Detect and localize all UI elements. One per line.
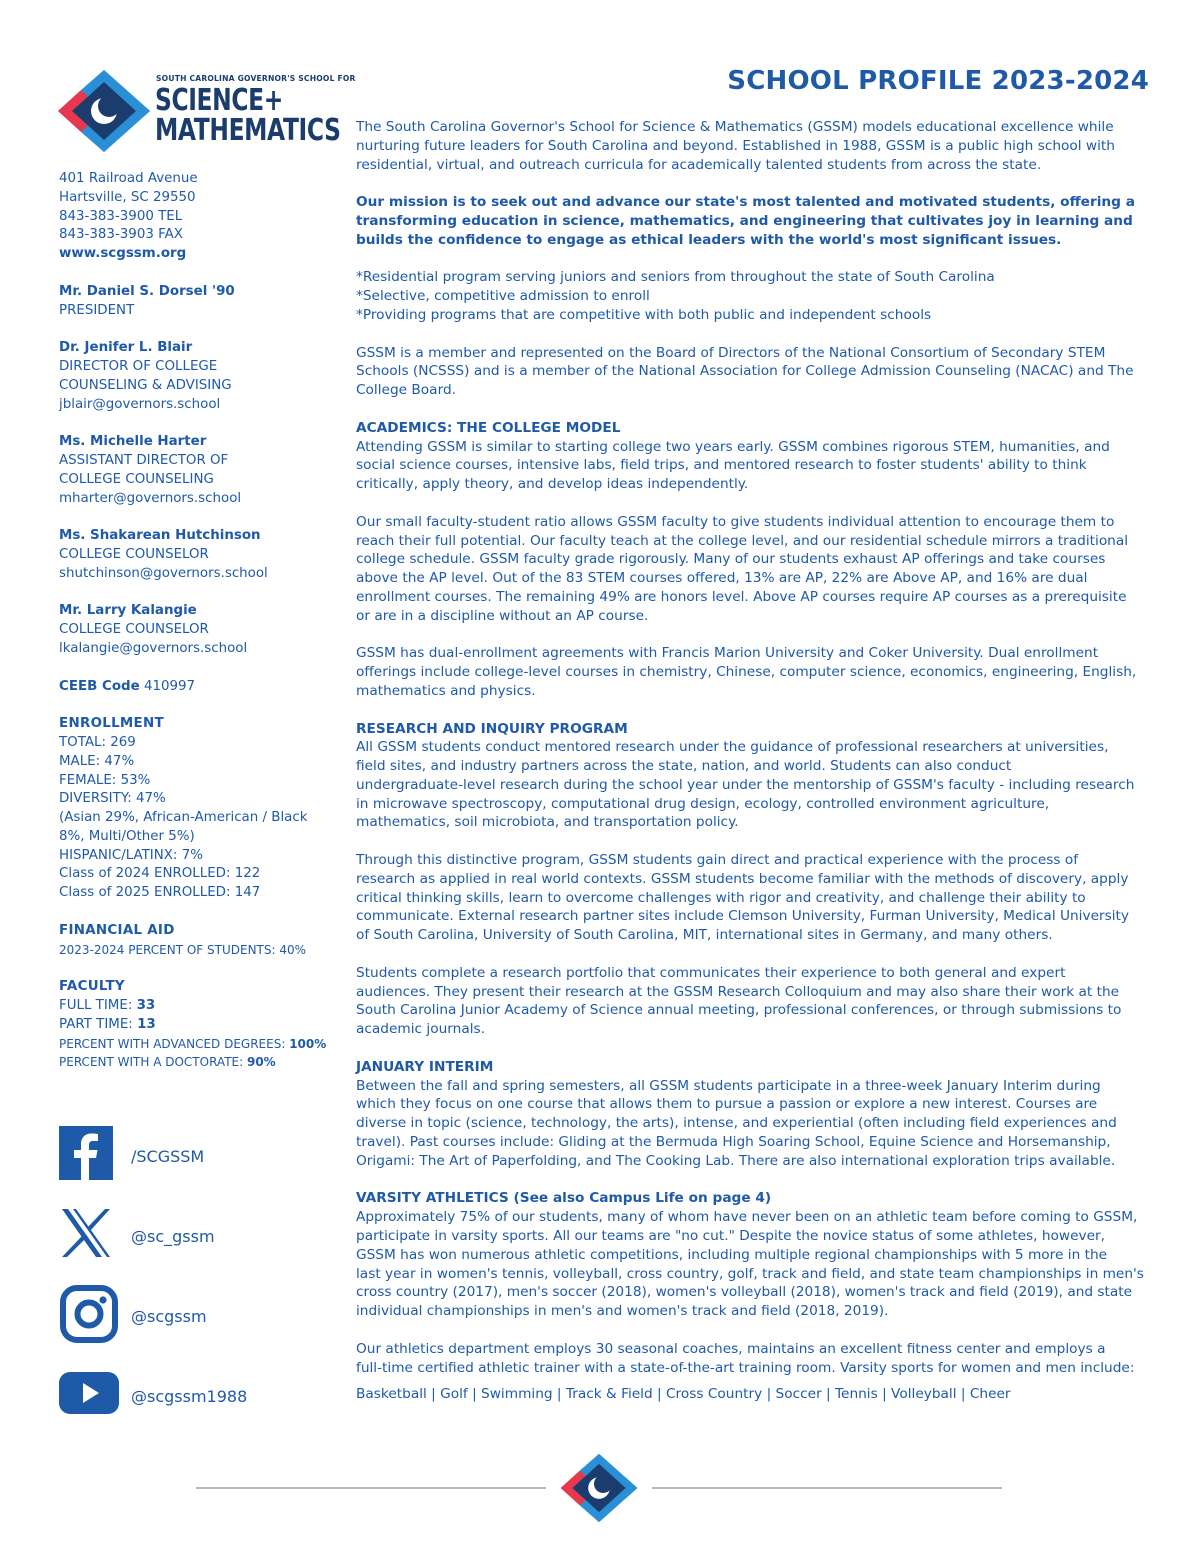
bullet-item: *Selective, competitive admission to enroll [356, 288, 650, 305]
varsity-sports-list: Basketball | Golf | Swimming | Track & Field | Cross Country | Soccer | Tennis | Volleyball | Cheer [356, 1386, 1011, 1403]
text-line: residential, virtual, and outreach curricula for academically talented students from across the state. [356, 156, 1042, 173]
enrollment-line: (Asian 29%, African-American / Black [59, 810, 308, 826]
text-line: Students complete a research portfolio that communicates their experience to both general and expert [356, 964, 1066, 981]
staff-name: Mr. Larry Kalangie [59, 603, 197, 619]
text-line: audiences. They present their research at the GSSM Research Colloquium and may also share their work at the [356, 983, 1120, 1000]
text-line: enrollment courses. The remaining 49% are honors level. Above AP courses require AP courses as a prerequisite [356, 588, 1127, 605]
advanced-value: 100% [289, 1036, 327, 1051]
footer-rule-left [196, 1487, 546, 1489]
text-line: transforming education in science, mathematics, and engineering that cultivates joy in learning and [356, 212, 1133, 229]
text-line: Schools (NCSSS) and is a member of the National Association for College Admission Counseling (NACAC) and The [356, 363, 1134, 380]
academics-paragraph-2 [356, 513, 1152, 626]
academics-heading: ACADEMICS: THE COLLEGE MODEL [356, 419, 621, 436]
social-facebook[interactable] [59, 1122, 319, 1184]
staff-role: DIRECTOR OF COLLEGE [59, 358, 218, 374]
mission-statement [356, 193, 1152, 249]
text-line: of South Carolina, University of South Carolina, MIT, international sites in Germany, and many others. [356, 927, 1053, 944]
financial-aid-line: 2023-2024 PERCENT OF STUDENTS: 40% [59, 942, 307, 957]
text-line: undergraduate-level research during the school year under the mentorship of GSSM's faculty - including research [356, 776, 1135, 793]
enrollment-line: Class of 2025 ENROLLED: 147 [59, 885, 261, 901]
enrollment-line: FEMALE: 53% [59, 772, 151, 788]
faculty-full-time [59, 997, 344, 1016]
text-line: full-time certified athletic trainer with a state-of-the-art training room. Varsity sports for women and men include: [356, 1359, 1135, 1376]
footer-rule-right [652, 1487, 1002, 1489]
full-time-value: 33 [136, 998, 156, 1014]
text-line: participate in varsity sports. All our teams are "no cut." Despite the novice status of some athletes, however, [356, 1228, 1106, 1245]
sidebar [59, 170, 344, 1091]
enrollment-block [59, 715, 344, 903]
academics-section [356, 419, 1152, 494]
part-time-label: PART TIME: [59, 1016, 138, 1032]
staff-kalangie [59, 602, 344, 658]
membership-paragraph [356, 344, 1152, 400]
text-line: College Board. [356, 382, 456, 399]
text-line: travel). Past courses include: Gliding at the Bermuda High Soaring School, Equine Science and Horsemanship, [356, 1134, 1111, 1151]
program-bullets [356, 268, 1152, 324]
faculty-heading: FACULTY [59, 979, 125, 995]
ceeb-code [59, 678, 344, 697]
footer-logo-icon [559, 1450, 639, 1526]
text-line: nurturing future leaders for South Carolina and beyond. Established in 1988, GSSM is a public high school with [356, 137, 1115, 154]
text-line: academic journals. [356, 1021, 486, 1038]
text-line: GSSM has dual-enrollment agreements with Francis Marion University and Coker University. Dual enrollment [356, 645, 1099, 662]
enrollment-line: Class of 2024 ENROLLED: 122 [59, 866, 261, 882]
text-line: The South Carolina Governor's School for Science & Mathematics (GSSM) models educational excellence while [356, 119, 1114, 135]
faculty-part-time [59, 1016, 344, 1035]
page-title: SCHOOL PROFILE 2023-2024 [727, 66, 1149, 96]
enrollment-line: 8%, Multi/Other 5%) [59, 828, 195, 844]
text-line: Through this distinctive program, GSSM students gain direct and practical experience with the process of [356, 852, 1079, 869]
staff-harter [59, 433, 344, 508]
text-line: South Carolina Junior Academy of Science annual meeting, professional conferences, or through submissions to [356, 1002, 1122, 1019]
staff-president [59, 283, 344, 321]
text-line: All GSSM students conduct mentored research under the guidance of professional researchers at universities, [356, 739, 1109, 756]
youtube-handle[interactable]: @scgssm1988 [131, 1387, 248, 1406]
gssm-logo [56, 68, 356, 154]
text-line: college schedule. GSSM faculty grade rigorously. Many of our students exhaust AP offerings and take courses [356, 551, 1106, 568]
text-line: GSSM is a member and represented on the Board of Directors of the National Consortium of Secondary STEM [356, 344, 1106, 361]
staff-hutchinson [59, 527, 344, 583]
text-line: field sites, and industry partners across the state, nation, and world. Students can also conduct [356, 758, 1012, 775]
ceeb-value: 410997 [143, 678, 196, 694]
text-line: Origami: The Art of Paperfolding, and The Cooking Lab. There are also international exploration trips available. [356, 1152, 1116, 1169]
financial-aid-heading: FINANCIAL AID [59, 922, 175, 938]
enrollment-line: MALE: 47% [59, 753, 135, 769]
text-line: Our athletics department employs 30 seasonal coaches, maintains an excellent fitness center and employs a [356, 1340, 1106, 1357]
text-line: Our mission is to seek out and advance our state's most talented and motivated students, offering a [356, 194, 1135, 211]
text-line: in microwave spectroscopy, computational drug design, ecology, controlled environment agriculture, [356, 795, 1050, 812]
text-line: reach their full potential. Our faculty teach at the college level, and our residential schedule mirrors a traditional [356, 532, 1129, 549]
enrollment-line: TOTAL: 269 [59, 734, 136, 750]
doctorate-value: 90% [246, 1055, 276, 1070]
text-line: Our small faculty-student ratio allows GSSM faculty to give students individual attention to encourage them to [356, 513, 1115, 530]
youtube-icon [59, 1362, 121, 1424]
contact-block [59, 170, 344, 264]
faculty-advanced [59, 1035, 344, 1054]
instagram-icon [59, 1282, 121, 1344]
part-time-value: 13 [137, 1016, 156, 1032]
faculty-doctorate [59, 1053, 344, 1072]
text-line: Attending GSSM is similar to starting college two years early. GSSM combines rigorous STEM, humanities, and [356, 438, 1110, 455]
address-line-2: Hartsville, SC 29550 [59, 189, 196, 205]
intro-paragraph [356, 118, 1152, 174]
logo-mathematics: MATHEMATICS [155, 113, 341, 148]
bullet-item: *Providing programs that are competitive with both public and independent schools [356, 306, 932, 323]
research-heading: RESEARCH AND INQUIRY PROGRAM [356, 720, 628, 737]
enrollment-line: DIVERSITY: 47% [59, 791, 166, 807]
text-line: last year in women's tennis, volleyball, cross country, golf, track and field, and state team championships in men's [356, 1265, 1144, 1282]
staff-name: Mr. Daniel S. Dorsel '90 [59, 283, 235, 299]
athletics-paragraph-2 [356, 1340, 1152, 1378]
text-line: critically, apply theory, and develop ideas independently. [356, 476, 749, 493]
phone-number: 843-383-3900 TEL [59, 208, 183, 224]
instagram-handle[interactable]: @scgssm [131, 1307, 207, 1326]
x-handle[interactable]: @sc_gssm [131, 1227, 215, 1246]
ceeb-label: CEEB Code [59, 678, 140, 694]
text-line: communicate. External research partner sites include Clemson University, Furman University, Medical University [356, 908, 1130, 925]
staff-name: Ms. Michelle Harter [59, 434, 207, 450]
staff-email[interactable]: mharter@governors.school [59, 490, 242, 506]
staff-role: COLLEGE COUNSELOR [59, 546, 209, 562]
text-line: offerings include college-level courses in chemistry, Chinese, computer science, economics, engineering, English, [356, 664, 1137, 681]
text-line: research as applied in real world contexts. GSSM students become familiar with the methods of discovery, apply [356, 870, 1129, 887]
staff-email[interactable]: shutchinson@governors.school [59, 565, 268, 581]
staff-role: PRESIDENT [59, 302, 135, 318]
text-line: GSSM has won numerous athletic competitions, including multiple regional championships with 5 more in the [356, 1246, 1108, 1263]
athletics-heading: VARSITY ATHLETICS (See also Campus Life on page 4) [356, 1190, 772, 1207]
staff-name: Dr. Jenifer L. Blair [59, 340, 193, 356]
academics-paragraph-3 [356, 644, 1152, 700]
x-icon [59, 1202, 113, 1264]
text-line: Approximately 75% of our students, many of whom have never been on an athletic team before coming to GSSM, [356, 1209, 1138, 1226]
interim-heading: JANUARY INTERIM [356, 1058, 494, 1075]
text-line: builds the confidence to engage as ethical leaders with the world's most significant issues. [356, 231, 1062, 248]
address-line-1: 401 Railroad Avenue [59, 171, 198, 186]
text-line: cross country (2017), men's soccer (2018), women's volleyball (2018), women's track and field (2019), and state [356, 1284, 1133, 1301]
athletics-section [356, 1189, 1152, 1321]
facebook-icon [59, 1122, 113, 1184]
enrollment-line: HISPANIC/LATINX: 7% [59, 847, 203, 863]
text-line: critical thinking skills, learn to overcome challenges with rigor and creativity, and challenge their ability to [356, 889, 1086, 906]
text-line: which they focus on one course that allows them to pursue a passion or explore a new interest. Courses are [356, 1096, 1098, 1113]
staff-role: COUNSELING & ADVISING [59, 377, 232, 393]
research-paragraph-3 [356, 964, 1152, 1039]
text-line: diverse in topic (science, technology, the arts), intense, and experiential (often including field experiences and [356, 1115, 1117, 1132]
advanced-label: PERCENT WITH ADVANCED DEGREES: [59, 1036, 290, 1051]
text-line: mathematics, soil microbiota, and transportation policy. [356, 814, 739, 831]
doctorate-label: PERCENT WITH A DOCTORATE: [59, 1055, 247, 1070]
facebook-handle[interactable]: /SCGSSM [131, 1147, 205, 1166]
staff-role: ASSISTANT DIRECTOR OF [59, 452, 229, 468]
research-section [356, 720, 1152, 833]
logo-subtitle: SOUTH CAROLINA GOVERNOR'S SCHOOL FOR [156, 74, 356, 83]
main-content [356, 118, 1152, 1404]
full-time-label: FULL TIME: [59, 998, 137, 1014]
faculty-block [59, 978, 344, 1072]
staff-name: Ms. Shakarean Hutchinson [59, 528, 261, 544]
logo-diamond-icon [56, 68, 152, 154]
bullet-item: *Residential program serving juniors and seniors from throughout the state of South Carolina [356, 269, 995, 286]
staff-role: COLLEGE COUNSELING [59, 471, 214, 487]
staff-email[interactable]: jblair@governors.school [59, 396, 221, 412]
text-line: social science courses, intensive labs, field trips, and mentored research to foster students' ability to think [356, 457, 1087, 474]
financial-aid-block [59, 922, 344, 960]
text-line: above the AP level. Out of the 83 STEM courses offered, 13% are AP, 22% are Above AP, and 16% are dual [356, 570, 1088, 587]
text-line: mathematics and physics. [356, 682, 536, 699]
social-youtube[interactable] [59, 1362, 319, 1424]
staff-blair [59, 339, 344, 414]
interim-section [356, 1058, 1152, 1171]
text-line: or are in a discipline without an AP course. [356, 607, 649, 624]
fax-number: 843-383-3903 FAX [59, 227, 183, 243]
social-x[interactable] [59, 1202, 319, 1264]
website-link[interactable]: www.scgssm.org [59, 246, 187, 262]
social-instagram[interactable] [59, 1282, 319, 1344]
footer [196, 1450, 1002, 1526]
research-paragraph-2 [356, 851, 1152, 945]
staff-email[interactable]: lkalangie@governors.school [59, 640, 248, 656]
text-line: individual championships in men's and women's track and field (2018, 2019). [356, 1303, 889, 1320]
logo-science: SCIENCE+ [155, 83, 283, 118]
text-line: Between the fall and spring semesters, all GSSM students participate in a three-week January Interim during [356, 1077, 1101, 1094]
staff-role: COLLEGE COUNSELOR [59, 622, 209, 638]
enrollment-heading: ENROLLMENT [59, 716, 164, 732]
